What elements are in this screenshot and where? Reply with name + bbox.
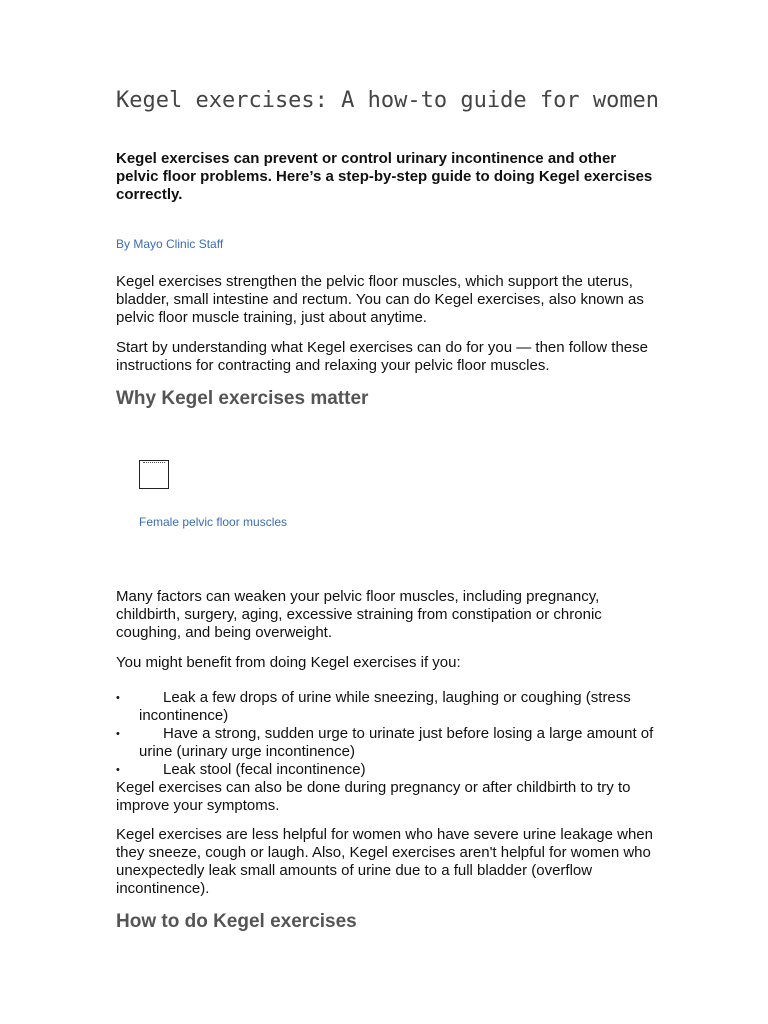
less-helpful-paragraph: Kegel exercises are less helpful for women who have severe urine leakage when they sneeze, cough or laugh. Also, Kegel exercises aren't helpful for women who unexpectedly leak small amounts of urine due to a full bladder (overflow incontinence).	[116, 826, 653, 897]
broken-image-icon	[143, 462, 165, 465]
benefit-list	[116, 689, 661, 779]
list-item: • Have a strong, sudden urge to urinate just before losing a large amount of urine (urinary urge incontinence)	[116, 725, 654, 760]
pregnancy-paragraph: Kegel exercises can also be done during pregnancy or after childbirth to try to improve your symptoms.	[116, 779, 631, 814]
intro-paragraph-2: Start by understanding what Kegel exercises can do for you — then follow these instructions for contracting and relaxing your pelvic floor muscles.	[116, 339, 648, 374]
bullet-icon: •	[116, 692, 120, 704]
section-heading-why: Why Kegel exercises matter	[116, 388, 369, 409]
pelvic-floor-image-placeholder[interactable]	[139, 460, 169, 489]
byline-link[interactable]: By Mayo Clinic Staff	[116, 237, 224, 251]
section-heading-how: How to do Kegel exercises	[116, 911, 357, 932]
intro-paragraph-1: Kegel exercises strengthen the pelvic floor muscles, which support the uterus, bladder, small intestine and rectum. You can do Kegel exercises, also known as pelvic floor muscle training, just about anytime.	[116, 273, 644, 326]
page-title: Kegel exercises: A how-to guide for women	[116, 88, 660, 113]
list-item: • Leak stool (fecal incontinence)	[116, 761, 366, 778]
benefit-intro: You might benefit from doing Kegel exercises if you:	[116, 654, 461, 671]
lead-paragraph: Kegel exercises can prevent or control urinary incontinence and other pelvic floor problems. Here’s a step-by-step guide to doing Kegel exercises correctly.	[116, 150, 653, 203]
bullet-icon: •	[116, 728, 120, 740]
list-item: • Leak a few drops of urine while sneezing, laughing or coughing (stress incontinence)	[116, 689, 631, 724]
figure-caption-link[interactable]: Female pelvic floor muscles	[139, 515, 288, 529]
factors-paragraph: Many factors can weaken your pelvic floor muscles, including pregnancy, childbirth, surgery, aging, excessive straining from constipation or chronic coughing, and being overweight.	[116, 588, 602, 641]
bullet-icon: •	[116, 764, 120, 776]
